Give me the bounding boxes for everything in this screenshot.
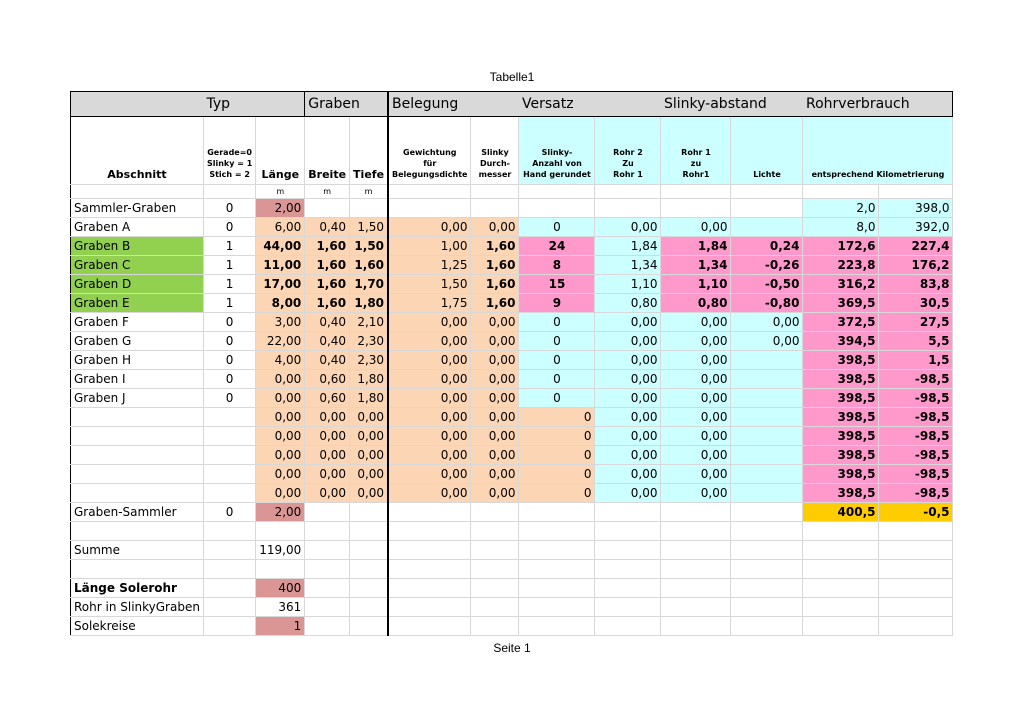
cell-slinky-anzahl: 15 — [519, 275, 595, 294]
cell-breite: 0,00 — [305, 465, 350, 484]
cell-breite: 1,60 — [305, 275, 350, 294]
cell-rohrverbrauch-rest: -98,5 — [879, 484, 953, 503]
cell-typ — [203, 484, 255, 503]
cell-breite: 0,40 — [305, 332, 350, 351]
cell-laenge: 0,00 — [256, 484, 305, 503]
cell-abschnitt — [71, 465, 204, 484]
cell-typ: 1 — [203, 294, 255, 313]
cell-slinky-abstand: 0,80 — [661, 294, 731, 313]
cell-typ: 0 — [203, 389, 255, 408]
cell-rohrverbrauch-km: 398,5 — [803, 351, 879, 370]
cell-slinky-durchmesser: 0,00 — [471, 446, 519, 465]
table-row — [71, 313, 953, 332]
cell-tiefe: 1,80 — [350, 294, 388, 313]
cell-slinky-abstand: 0,00 — [661, 370, 731, 389]
cell-breite: 0,40 — [305, 218, 350, 237]
laenge-solerohr-row-label: Länge Solerohr — [71, 579, 204, 598]
cell-lichte — [731, 389, 803, 408]
cell-versatz: 0,00 — [595, 332, 661, 351]
table-row — [71, 256, 953, 275]
cell-breite: 0,40 — [305, 313, 350, 332]
cell-rohrverbrauch-rest: 227,4 — [879, 237, 953, 256]
cell-breite: 0,40 — [305, 351, 350, 370]
col-rohr2-zu-rohr1: Rohr 2 Zu Rohr 1 — [595, 117, 661, 185]
cell-tiefe: 0,00 — [350, 408, 388, 427]
cell-slinky-durchmesser: 0,00 — [471, 465, 519, 484]
cell-slinky-durchmesser: 1,60 — [471, 294, 519, 313]
cell-rohrverbrauch-km: 398,5 — [803, 408, 879, 427]
cell-lichte: 0,00 — [731, 332, 803, 351]
cell-slinky-abstand: 0,00 — [661, 465, 731, 484]
table-row — [71, 389, 953, 408]
cell-rohrverbrauch-km: 398,5 — [803, 370, 879, 389]
cell-gewichtung: 0,00 — [388, 408, 471, 427]
cell-gewichtung: 0,00 — [388, 370, 471, 389]
cell-slinky-durchmesser — [471, 199, 519, 218]
cell-abschnitt: Graben A — [71, 218, 204, 237]
cell-rohrverbrauch-rest: -98,5 — [879, 408, 953, 427]
cell-typ — [203, 427, 255, 446]
cell-laenge: 2,00 — [256, 199, 305, 218]
cell-abschnitt: Graben-Sammler — [71, 503, 204, 522]
cell-slinky-durchmesser: 1,60 — [471, 256, 519, 275]
cell-typ: 0 — [203, 313, 255, 332]
cell-versatz: 1,84 — [595, 237, 661, 256]
header-row-units — [71, 185, 953, 199]
cell-slinky-durchmesser: 0,00 — [471, 484, 519, 503]
unit-laenge: m — [256, 185, 305, 199]
cell-typ: 1 — [203, 275, 255, 294]
cell-typ — [203, 408, 255, 427]
cell-rohrverbrauch-rest: -98,5 — [879, 446, 953, 465]
cell-slinky-abstand — [661, 503, 731, 522]
cell-rohrverbrauch-rest: 83,8 — [879, 275, 953, 294]
cell-breite: 0,60 — [305, 370, 350, 389]
cell-gewichtung — [388, 199, 471, 218]
cell-laenge: 0,00 — [256, 389, 305, 408]
summe-row-label: Summe — [71, 541, 204, 560]
table-row — [71, 351, 953, 370]
cell-tiefe: 1,80 — [350, 370, 388, 389]
cell-tiefe: 2,30 — [350, 332, 388, 351]
col-rohr1-zu-rohr1: Rohr 1 zu Rohr1 — [661, 117, 731, 185]
cell-laenge: 0,00 — [256, 427, 305, 446]
cell-gewichtung: 0,00 — [388, 218, 471, 237]
cell-versatz: 0,00 — [595, 465, 661, 484]
col-typ: Gerade=0 Slinky = 1 Stich = 2 — [203, 117, 255, 185]
cell-rohrverbrauch-km: 372,5 — [803, 313, 879, 332]
table-row — [71, 237, 953, 256]
cell-slinky-abstand: 1,34 — [661, 256, 731, 275]
cell-versatz: 1,34 — [595, 256, 661, 275]
table-row — [71, 199, 953, 218]
cell-rohrverbrauch-rest: 30,5 — [879, 294, 953, 313]
table-row — [71, 484, 953, 503]
spreadsheet-table — [70, 91, 953, 636]
cell-rohrverbrauch-rest: -98,5 — [879, 370, 953, 389]
cell-lichte: -0,80 — [731, 294, 803, 313]
cell-slinky-abstand: 0,00 — [661, 351, 731, 370]
cell-lichte — [731, 408, 803, 427]
cell-slinky-durchmesser: 0,00 — [471, 332, 519, 351]
spacer-row — [71, 560, 953, 579]
col-tiefe: Tiefe — [350, 117, 388, 185]
header-belegung: Belegung — [388, 92, 519, 117]
cell-slinky-anzahl: 0 — [519, 389, 595, 408]
cell-breite: 1,60 — [305, 256, 350, 275]
cell-abschnitt: Graben B — [71, 237, 204, 256]
cell-abschnitt: Graben H — [71, 351, 204, 370]
cell-gewichtung — [388, 503, 471, 522]
cell-typ: 0 — [203, 503, 255, 522]
cell-gewichtung: 0,00 — [388, 465, 471, 484]
unit-breite: m — [305, 185, 350, 199]
cell-slinky-abstand: 0,00 — [661, 484, 731, 503]
cell-slinky-anzahl: 0 — [519, 218, 595, 237]
cell-rohrverbrauch-km: 398,5 — [803, 446, 879, 465]
cell-abschnitt: Graben D — [71, 275, 204, 294]
cell-slinky-durchmesser: 0,00 — [471, 408, 519, 427]
cell-rohrverbrauch-rest: 392,0 — [879, 218, 953, 237]
cell-gewichtung: 0,00 — [388, 484, 471, 503]
cell-slinky-anzahl: 0 — [519, 408, 595, 427]
cell-rohrverbrauch-km: 398,5 — [803, 484, 879, 503]
cell-abschnitt — [71, 484, 204, 503]
cell-slinky-anzahl: 0 — [519, 484, 595, 503]
cell-lichte: -0,26 — [731, 256, 803, 275]
cell-rohrverbrauch-km: 2,0 — [803, 199, 879, 218]
cell-breite — [305, 199, 350, 218]
cell-laenge: 0,00 — [256, 370, 305, 389]
cell-typ — [203, 465, 255, 484]
cell-tiefe: 2,10 — [350, 313, 388, 332]
cell-slinky-anzahl: 24 — [519, 237, 595, 256]
col-lichte: Lichte — [731, 117, 803, 185]
cell-breite: 1,60 — [305, 294, 350, 313]
cell-gewichtung: 1,25 — [388, 256, 471, 275]
solekreise-row-label: Solekreise — [71, 617, 204, 636]
cell-rohrverbrauch-km: 398,5 — [803, 427, 879, 446]
cell-rohrverbrauch-rest: -0,5 — [879, 503, 953, 522]
cell-rohrverbrauch-km: 398,5 — [803, 465, 879, 484]
cell-laenge: 4,00 — [256, 351, 305, 370]
cell-laenge: 0,00 — [256, 408, 305, 427]
cell-rohrverbrauch-km: 172,6 — [803, 237, 879, 256]
cell-slinky-abstand: 0,00 — [661, 218, 731, 237]
cell-versatz: 0,00 — [595, 351, 661, 370]
cell-slinky-anzahl: 0 — [519, 313, 595, 332]
cell-gewichtung: 0,00 — [388, 446, 471, 465]
cell-slinky-durchmesser: 0,00 — [471, 389, 519, 408]
cell-rohrverbrauch-km: 398,5 — [803, 389, 879, 408]
cell-breite — [305, 503, 350, 522]
cell-tiefe: 1,80 — [350, 389, 388, 408]
cell-typ: 0 — [203, 351, 255, 370]
solekreise-row-value: 1 — [256, 617, 305, 636]
cell-slinky-abstand: 0,00 — [661, 332, 731, 351]
cell-abschnitt — [71, 427, 204, 446]
cell-slinky-anzahl: 8 — [519, 256, 595, 275]
table-row — [71, 275, 953, 294]
cell-slinky-anzahl: 0 — [519, 427, 595, 446]
cell-rohrverbrauch-rest: 398,0 — [879, 199, 953, 218]
cell-rohrverbrauch-km: 394,5 — [803, 332, 879, 351]
cell-tiefe: 2,30 — [350, 351, 388, 370]
cell-lichte — [731, 446, 803, 465]
cell-tiefe: 0,00 — [350, 484, 388, 503]
cell-gewichtung: 1,75 — [388, 294, 471, 313]
cell-slinky-durchmesser: 0,00 — [471, 218, 519, 237]
cell-abschnitt: Graben I — [71, 370, 204, 389]
cell-laenge: 3,00 — [256, 313, 305, 332]
table-row — [71, 465, 953, 484]
summe-row-value: 119,00 — [256, 541, 305, 560]
cell-slinky-anzahl: 0 — [519, 370, 595, 389]
cell-typ — [203, 446, 255, 465]
cell-versatz: 0,00 — [595, 370, 661, 389]
cell-rohrverbrauch-km: 8,0 — [803, 218, 879, 237]
cell-abschnitt — [71, 446, 204, 465]
cell-gewichtung: 1,00 — [388, 237, 471, 256]
cell-rohrverbrauch-km: 400,5 — [803, 503, 879, 522]
cell-lichte — [731, 484, 803, 503]
col-breite: Breite — [305, 117, 350, 185]
cell-abschnitt: Sammler-Graben — [71, 199, 204, 218]
cell-laenge: 0,00 — [256, 446, 305, 465]
cell-rohrverbrauch-rest: -98,5 — [879, 427, 953, 446]
cell-versatz: 0,00 — [595, 218, 661, 237]
cell-tiefe — [350, 199, 388, 218]
cell-versatz: 0,00 — [595, 313, 661, 332]
cell-laenge: 2,00 — [256, 503, 305, 522]
col-abschnitt: Abschnitt — [71, 117, 204, 185]
cell-rohrverbrauch-rest: 27,5 — [879, 313, 953, 332]
cell-typ: 1 — [203, 237, 255, 256]
header-rohrverbrauch: Rohrverbrauch — [803, 92, 953, 117]
col-slinky-anzahl: Slinky- Anzahl von Hand gerundet — [519, 117, 595, 185]
cell-slinky-anzahl: 0 — [519, 446, 595, 465]
cell-tiefe — [350, 503, 388, 522]
cell-abschnitt: Graben E — [71, 294, 204, 313]
cell-versatz: 0,80 — [595, 294, 661, 313]
cell-breite: 0,00 — [305, 408, 350, 427]
table-row — [71, 427, 953, 446]
col-kilometrierung: entsprechend Kilometrierung — [803, 117, 953, 185]
header-versatz: Versatz — [519, 92, 661, 117]
cell-versatz: 0,00 — [595, 484, 661, 503]
cell-slinky-durchmesser: 0,00 — [471, 351, 519, 370]
cell-typ: 1 — [203, 256, 255, 275]
cell-laenge: 11,00 — [256, 256, 305, 275]
col-slinky-durchmesser: Slinky Durch- messer — [471, 117, 519, 185]
cell-slinky-durchmesser: 0,00 — [471, 427, 519, 446]
cell-lichte — [731, 199, 803, 218]
cell-laenge: 8,00 — [256, 294, 305, 313]
cell-slinky-durchmesser: 0,00 — [471, 313, 519, 332]
header-row-columns — [71, 117, 953, 185]
cell-laenge: 17,00 — [256, 275, 305, 294]
cell-slinky-abstand: 0,00 — [661, 446, 731, 465]
cell-slinky-abstand: 1,10 — [661, 275, 731, 294]
laenge-solerohr-row — [71, 579, 953, 598]
cell-abschnitt — [71, 408, 204, 427]
cell-slinky-abstand — [661, 199, 731, 218]
cell-slinky-abstand: 0,00 — [661, 408, 731, 427]
cell-laenge: 44,00 — [256, 237, 305, 256]
cell-gewichtung: 0,00 — [388, 351, 471, 370]
cell-rohrverbrauch-rest: 176,2 — [879, 256, 953, 275]
cell-slinky-durchmesser: 1,60 — [471, 237, 519, 256]
cell-gewichtung: 0,00 — [388, 389, 471, 408]
cell-typ: 0 — [203, 218, 255, 237]
page-footer: Seite 1 — [493, 641, 531, 655]
cell-rohrverbrauch-rest: 1,5 — [879, 351, 953, 370]
cell-slinky-durchmesser: 1,60 — [471, 275, 519, 294]
cell-tiefe: 1,50 — [350, 218, 388, 237]
cell-gewichtung: 0,00 — [388, 427, 471, 446]
cell-gewichtung: 0,00 — [388, 313, 471, 332]
table-row — [71, 332, 953, 351]
spacer-row — [71, 522, 953, 541]
cell-gewichtung: 0,00 — [388, 332, 471, 351]
cell-slinky-abstand: 0,00 — [661, 427, 731, 446]
page-title: Tabelle1 — [489, 70, 535, 84]
cell-slinky-anzahl: 0 — [519, 465, 595, 484]
cell-laenge: 6,00 — [256, 218, 305, 237]
cell-tiefe: 1,70 — [350, 275, 388, 294]
cell-breite: 0,00 — [305, 484, 350, 503]
cell-laenge: 22,00 — [256, 332, 305, 351]
cell-lichte — [731, 351, 803, 370]
solekreise-row — [71, 617, 953, 636]
cell-rohrverbrauch-rest: 5,5 — [879, 332, 953, 351]
summe-row — [71, 541, 953, 560]
laenge-solerohr-row-value: 400 — [256, 579, 305, 598]
cell-typ: 0 — [203, 199, 255, 218]
cell-slinky-anzahl: 9 — [519, 294, 595, 313]
unit-tiefe: m — [350, 185, 388, 199]
cell-versatz: 0,00 — [595, 446, 661, 465]
cell-laenge: 0,00 — [256, 465, 305, 484]
table-row — [71, 218, 953, 237]
cell-abschnitt: Graben C — [71, 256, 204, 275]
cell-rohrverbrauch-km: 223,8 — [803, 256, 879, 275]
cell-slinky-abstand: 0,00 — [661, 313, 731, 332]
cell-slinky-abstand: 0,00 — [661, 389, 731, 408]
cell-rohrverbrauch-rest: -98,5 — [879, 389, 953, 408]
col-gewichtung: Gewichtung für Belegungsdichte — [388, 117, 471, 185]
cell-versatz: 0,00 — [595, 408, 661, 427]
cell-rohrverbrauch-km: 369,5 — [803, 294, 879, 313]
header-typ: Typ — [203, 92, 304, 117]
cell-slinky-durchmesser: 0,00 — [471, 370, 519, 389]
cell-lichte — [731, 503, 803, 522]
cell-slinky-abstand: 1,84 — [661, 237, 731, 256]
header-graben: Graben — [305, 92, 388, 117]
cell-typ: 0 — [203, 370, 255, 389]
cell-lichte — [731, 427, 803, 446]
table-row — [71, 446, 953, 465]
cell-breite: 0,00 — [305, 427, 350, 446]
cell-tiefe: 0,00 — [350, 427, 388, 446]
cell-versatz: 1,10 — [595, 275, 661, 294]
cell-abschnitt: Graben F — [71, 313, 204, 332]
cell-slinky-anzahl: 0 — [519, 351, 595, 370]
rohr-slinky-row — [71, 598, 953, 617]
cell-slinky-durchmesser — [471, 503, 519, 522]
cell-rohrverbrauch-km: 316,2 — [803, 275, 879, 294]
cell-typ: 0 — [203, 332, 255, 351]
cell-abschnitt: Graben J — [71, 389, 204, 408]
cell-lichte: -0,50 — [731, 275, 803, 294]
cell-slinky-anzahl — [519, 199, 595, 218]
col-laenge: Länge — [256, 117, 305, 185]
cell-tiefe: 0,00 — [350, 446, 388, 465]
header-slinky-abstand: Slinky-abstand — [661, 92, 803, 117]
cell-rohrverbrauch-rest: -98,5 — [879, 465, 953, 484]
cell-lichte — [731, 218, 803, 237]
cell-slinky-anzahl: 0 — [519, 332, 595, 351]
header-row-groups — [71, 92, 953, 117]
cell-slinky-anzahl — [519, 503, 595, 522]
rohr-slinky-row-label: Rohr in SlinkyGraben — [71, 598, 204, 617]
cell-breite: 0,00 — [305, 446, 350, 465]
cell-versatz: 0,00 — [595, 427, 661, 446]
cell-breite: 0,60 — [305, 389, 350, 408]
cell-versatz: 0,00 — [595, 389, 661, 408]
cell-lichte: 0,00 — [731, 313, 803, 332]
cell-tiefe: 1,60 — [350, 256, 388, 275]
cell-versatz — [595, 199, 661, 218]
table-row — [71, 370, 953, 389]
cell-abschnitt: Graben G — [71, 332, 204, 351]
table-row — [71, 294, 953, 313]
table-row — [71, 503, 953, 522]
cell-lichte — [731, 465, 803, 484]
cell-versatz — [595, 503, 661, 522]
cell-gewichtung: 1,50 — [388, 275, 471, 294]
cell-tiefe: 0,00 — [350, 465, 388, 484]
rohr-slinky-row-value: 361 — [256, 598, 305, 617]
cell-lichte: 0,24 — [731, 237, 803, 256]
cell-breite: 1,60 — [305, 237, 350, 256]
cell-lichte — [731, 370, 803, 389]
cell-tiefe: 1,50 — [350, 237, 388, 256]
table-row — [71, 408, 953, 427]
